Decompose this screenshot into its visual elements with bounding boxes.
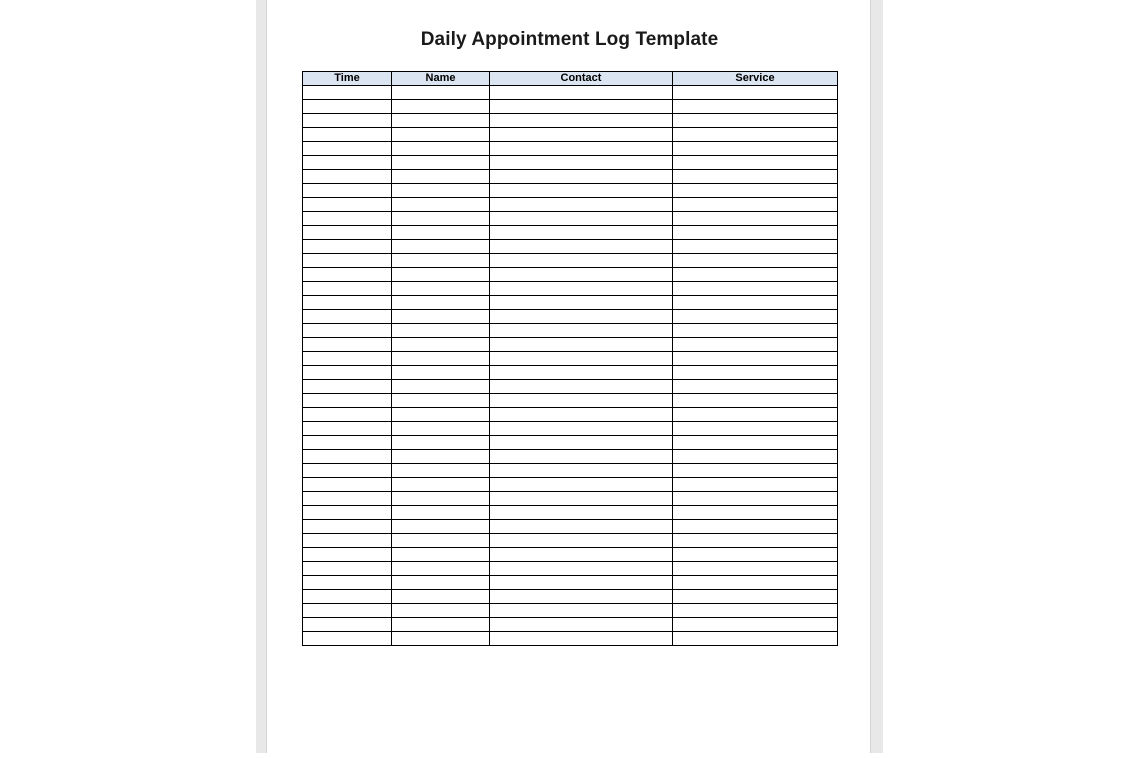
table-cell-time[interactable] xyxy=(303,86,392,100)
table-cell-service[interactable] xyxy=(673,604,838,618)
table-cell-contact[interactable] xyxy=(490,632,673,646)
table-cell-service[interactable] xyxy=(673,408,838,422)
table-row xyxy=(303,506,838,520)
table-cell-name[interactable] xyxy=(392,380,490,394)
table-cell-contact[interactable] xyxy=(490,352,673,366)
table-cell-service[interactable] xyxy=(673,520,838,534)
table-cell-name[interactable] xyxy=(392,492,490,506)
table-row xyxy=(303,590,838,604)
table-cell-name[interactable] xyxy=(392,226,490,240)
table-cell-service[interactable] xyxy=(673,422,838,436)
table-row xyxy=(303,212,838,226)
table-cell-service[interactable] xyxy=(673,394,838,408)
table-cell-name[interactable] xyxy=(392,296,490,310)
table-cell-contact[interactable] xyxy=(490,464,673,478)
table-cell-time[interactable] xyxy=(303,198,392,212)
table-cell-service[interactable] xyxy=(673,380,838,394)
table-row xyxy=(303,310,838,324)
table-cell-time[interactable] xyxy=(303,408,392,422)
table-cell-contact[interactable] xyxy=(490,562,673,576)
table-cell-time[interactable] xyxy=(303,254,392,268)
table-cell-time[interactable] xyxy=(303,184,392,198)
table-cell-contact[interactable] xyxy=(490,268,673,282)
table-row xyxy=(303,464,838,478)
table-row xyxy=(303,576,838,590)
table-cell-time[interactable] xyxy=(303,506,392,520)
table-cell-name[interactable] xyxy=(392,352,490,366)
table-cell-contact[interactable] xyxy=(490,282,673,296)
table-cell-service[interactable] xyxy=(673,590,838,604)
appointment-log-table xyxy=(302,71,838,646)
table-cell-time[interactable] xyxy=(303,338,392,352)
table-cell-name[interactable] xyxy=(392,506,490,520)
table-cell-contact[interactable] xyxy=(490,436,673,450)
table-cell-name[interactable] xyxy=(392,156,490,170)
table-cell-service[interactable] xyxy=(673,296,838,310)
table-cell-time[interactable] xyxy=(303,604,392,618)
table-cell-name[interactable] xyxy=(392,604,490,618)
table-cell-name[interactable] xyxy=(392,394,490,408)
table-cell-service[interactable] xyxy=(673,114,838,128)
table-cell-contact[interactable] xyxy=(490,100,673,114)
table-row xyxy=(303,478,838,492)
table-cell-service[interactable] xyxy=(673,310,838,324)
table-cell-time[interactable] xyxy=(303,632,392,646)
table-cell-name[interactable] xyxy=(392,254,490,268)
table-row xyxy=(303,114,838,128)
table-cell-name[interactable] xyxy=(392,268,490,282)
table-cell-time[interactable] xyxy=(303,492,392,506)
table-row xyxy=(303,296,838,310)
table-cell-time[interactable] xyxy=(303,268,392,282)
table-cell-name[interactable] xyxy=(392,128,490,142)
table-cell-name[interactable] xyxy=(392,632,490,646)
table-cell-contact[interactable] xyxy=(490,534,673,548)
table-row xyxy=(303,142,838,156)
table-cell-contact[interactable] xyxy=(490,114,673,128)
table-row xyxy=(303,394,838,408)
table-row xyxy=(303,450,838,464)
table-cell-service[interactable] xyxy=(673,366,838,380)
table-row xyxy=(303,366,838,380)
table-cell-contact[interactable] xyxy=(490,380,673,394)
table-cell-time[interactable] xyxy=(303,534,392,548)
table-row xyxy=(303,170,838,184)
table-cell-contact[interactable] xyxy=(490,506,673,520)
table-cell-name[interactable] xyxy=(392,170,490,184)
table-cell-service[interactable] xyxy=(673,548,838,562)
table-cell-name[interactable] xyxy=(392,212,490,226)
table-cell-service[interactable] xyxy=(673,576,838,590)
table-cell-service[interactable] xyxy=(673,254,838,268)
table-cell-contact[interactable] xyxy=(490,492,673,506)
table-cell-contact[interactable] xyxy=(490,618,673,632)
table-cell-name[interactable] xyxy=(392,408,490,422)
table-row xyxy=(303,534,838,548)
table-row xyxy=(303,436,838,450)
table-cell-contact[interactable] xyxy=(490,86,673,100)
table-cell-name[interactable] xyxy=(392,184,490,198)
table-cell-service[interactable] xyxy=(673,632,838,646)
table-cell-name[interactable] xyxy=(392,338,490,352)
table-cell-time[interactable] xyxy=(303,240,392,254)
table-cell-time[interactable] xyxy=(303,436,392,450)
table-cell-time[interactable] xyxy=(303,366,392,380)
table-cell-service[interactable] xyxy=(673,268,838,282)
table-cell-contact[interactable] xyxy=(490,128,673,142)
table-cell-name[interactable] xyxy=(392,310,490,324)
table-cell-contact[interactable] xyxy=(490,590,673,604)
table-cell-contact[interactable] xyxy=(490,324,673,338)
table-row xyxy=(303,352,838,366)
table-cell-time[interactable] xyxy=(303,100,392,114)
table-cell-name[interactable] xyxy=(392,618,490,632)
table-row xyxy=(303,86,838,100)
table-cell-contact[interactable] xyxy=(490,226,673,240)
table-row xyxy=(303,100,838,114)
table-cell-contact[interactable] xyxy=(490,576,673,590)
column-header-contact: Contact xyxy=(490,72,673,86)
table-cell-contact[interactable] xyxy=(490,198,673,212)
table-row xyxy=(303,184,838,198)
table-cell-service[interactable] xyxy=(673,100,838,114)
table-row xyxy=(303,562,838,576)
table-cell-time[interactable] xyxy=(303,226,392,240)
table-cell-service[interactable] xyxy=(673,142,838,156)
table-row xyxy=(303,128,838,142)
table-cell-name[interactable] xyxy=(392,548,490,562)
table-cell-service[interactable] xyxy=(673,352,838,366)
table-cell-contact[interactable] xyxy=(490,240,673,254)
table-cell-time[interactable] xyxy=(303,422,392,436)
document-page xyxy=(266,0,871,753)
table-cell-name[interactable] xyxy=(392,464,490,478)
table-cell-service[interactable] xyxy=(673,212,838,226)
table-cell-time[interactable] xyxy=(303,478,392,492)
table-cell-service[interactable] xyxy=(673,618,838,632)
table-cell-contact[interactable] xyxy=(490,408,673,422)
table-cell-time[interactable] xyxy=(303,352,392,366)
table-cell-contact[interactable] xyxy=(490,366,673,380)
table-row xyxy=(303,156,838,170)
table-row xyxy=(303,254,838,268)
table-cell-time[interactable] xyxy=(303,212,392,226)
table-cell-time[interactable] xyxy=(303,618,392,632)
table-cell-contact[interactable] xyxy=(490,338,673,352)
table-cell-time[interactable] xyxy=(303,380,392,394)
table-cell-service[interactable] xyxy=(673,338,838,352)
table-row xyxy=(303,282,838,296)
table-header-row xyxy=(303,72,838,86)
table-cell-service[interactable] xyxy=(673,240,838,254)
table-row xyxy=(303,408,838,422)
table-cell-contact[interactable] xyxy=(490,254,673,268)
table-cell-time[interactable] xyxy=(303,142,392,156)
table-cell-service[interactable] xyxy=(673,282,838,296)
table-cell-contact[interactable] xyxy=(490,548,673,562)
table-cell-time[interactable] xyxy=(303,282,392,296)
table-cell-contact[interactable] xyxy=(490,604,673,618)
table-cell-service[interactable] xyxy=(673,86,838,100)
table-cell-service[interactable] xyxy=(673,184,838,198)
table-cell-service[interactable] xyxy=(673,156,838,170)
column-header-name: Name xyxy=(392,72,490,86)
table-cell-name[interactable] xyxy=(392,100,490,114)
table-cell-name[interactable] xyxy=(392,450,490,464)
table-cell-contact[interactable] xyxy=(490,156,673,170)
table-cell-name[interactable] xyxy=(392,576,490,590)
table-cell-name[interactable] xyxy=(392,324,490,338)
table-cell-contact[interactable] xyxy=(490,170,673,184)
table-cell-contact[interactable] xyxy=(490,520,673,534)
table-row xyxy=(303,380,838,394)
table-cell-time[interactable] xyxy=(303,114,392,128)
table-cell-time[interactable] xyxy=(303,296,392,310)
table-cell-time[interactable] xyxy=(303,590,392,604)
table-cell-name[interactable] xyxy=(392,142,490,156)
table-row xyxy=(303,492,838,506)
table-cell-service[interactable] xyxy=(673,170,838,184)
table-cell-name[interactable] xyxy=(392,366,490,380)
table-cell-name[interactable] xyxy=(392,198,490,212)
table-cell-service[interactable] xyxy=(673,128,838,142)
table-cell-name[interactable] xyxy=(392,282,490,296)
table-cell-service[interactable] xyxy=(673,226,838,240)
table-cell-name[interactable] xyxy=(392,114,490,128)
table-cell-service[interactable] xyxy=(673,506,838,520)
table-cell-name[interactable] xyxy=(392,436,490,450)
table-cell-time[interactable] xyxy=(303,450,392,464)
table-row xyxy=(303,226,838,240)
table-row xyxy=(303,324,838,338)
table-cell-time[interactable] xyxy=(303,324,392,338)
document-title: Daily Appointment Log Template xyxy=(420,29,719,50)
table-row xyxy=(303,338,838,352)
table-row xyxy=(303,632,838,646)
table-cell-time[interactable] xyxy=(303,562,392,576)
table-cell-contact[interactable] xyxy=(490,142,673,156)
table-cell-name[interactable] xyxy=(392,562,490,576)
table-cell-name[interactable] xyxy=(392,590,490,604)
table-cell-time[interactable] xyxy=(303,156,392,170)
table-cell-name[interactable] xyxy=(392,534,490,548)
table-cell-service[interactable] xyxy=(673,562,838,576)
table-cell-time[interactable] xyxy=(303,520,392,534)
table-cell-service[interactable] xyxy=(673,478,838,492)
table-row xyxy=(303,618,838,632)
table-row xyxy=(303,548,838,562)
table-cell-service[interactable] xyxy=(673,464,838,478)
table-cell-name[interactable] xyxy=(392,86,490,100)
table-cell-name[interactable] xyxy=(392,478,490,492)
table-cell-service[interactable] xyxy=(673,324,838,338)
column-header-time: Time xyxy=(303,72,392,86)
table-cell-service[interactable] xyxy=(673,436,838,450)
table-cell-contact[interactable] xyxy=(490,296,673,310)
table-cell-time[interactable] xyxy=(303,548,392,562)
table-cell-name[interactable] xyxy=(392,520,490,534)
table-row xyxy=(303,198,838,212)
table-body xyxy=(303,86,838,646)
table-cell-contact[interactable] xyxy=(490,478,673,492)
table-cell-name[interactable] xyxy=(392,422,490,436)
table-cell-time[interactable] xyxy=(303,394,392,408)
table-cell-contact[interactable] xyxy=(490,450,673,464)
table-row xyxy=(303,604,838,618)
table-cell-contact[interactable] xyxy=(490,184,673,198)
table-cell-time[interactable] xyxy=(303,310,392,324)
table-row xyxy=(303,268,838,282)
table-cell-time[interactable] xyxy=(303,576,392,590)
table-cell-contact[interactable] xyxy=(490,394,673,408)
table-cell-time[interactable] xyxy=(303,464,392,478)
table-row xyxy=(303,422,838,436)
table-cell-name[interactable] xyxy=(392,240,490,254)
table-cell-contact[interactable] xyxy=(490,212,673,226)
table-cell-contact[interactable] xyxy=(490,422,673,436)
table-cell-service[interactable] xyxy=(673,534,838,548)
column-header-service: Service xyxy=(673,72,838,86)
table-row xyxy=(303,520,838,534)
table-cell-time[interactable] xyxy=(303,170,392,184)
table-cell-service[interactable] xyxy=(673,492,838,506)
table-cell-time[interactable] xyxy=(303,128,392,142)
table-cell-service[interactable] xyxy=(673,450,838,464)
table-row xyxy=(303,240,838,254)
table-cell-contact[interactable] xyxy=(490,310,673,324)
table-cell-service[interactable] xyxy=(673,198,838,212)
